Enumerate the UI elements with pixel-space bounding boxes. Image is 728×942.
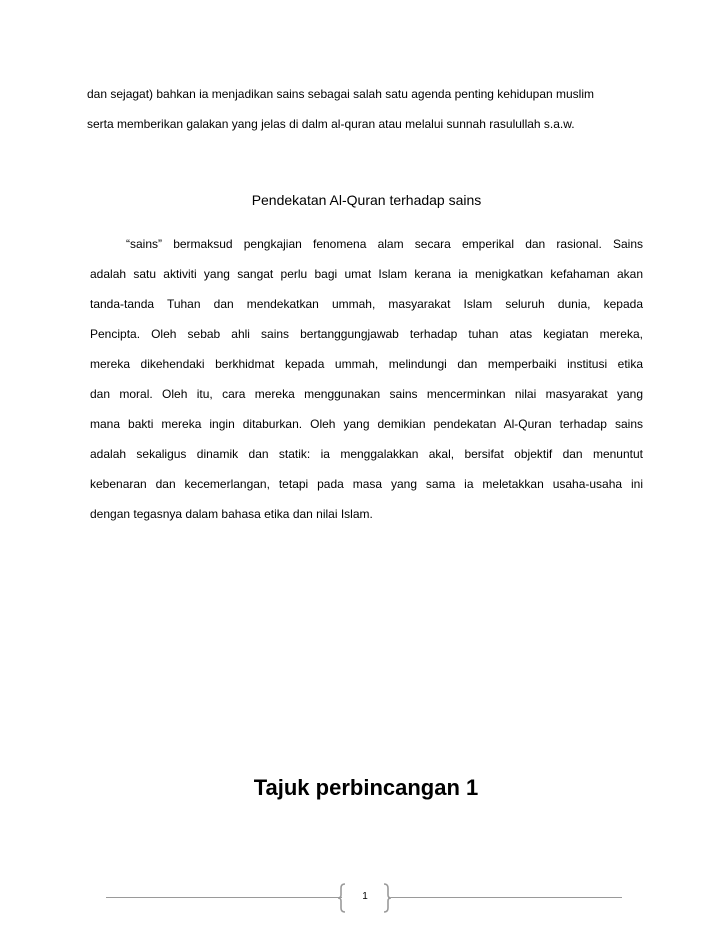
paragraph-line: “sains” bermaksud pengkajian fenomena alam secara emperikal dan rasional. Sains (126, 237, 643, 251)
paragraph-line: Pencipta. Oleh sebab ahli sains bertanggungjawab terhadap tuhan atas kegiatan mereka, (90, 327, 643, 341)
left-bracket-icon (337, 883, 347, 913)
paragraph-line: dan moral. Oleh itu, cara mereka menggunakan sains mencerminkan nilai masyarakat yang (90, 387, 643, 401)
paragraph-line: dengan tegasnya dalam bahasa etika dan nilai Islam. (90, 507, 373, 521)
paragraph-line: adalah sekaligus dinamik dan statik: ia menggalakkan akal, bersifat objektif dan menuntut (90, 447, 643, 461)
paragraph-line: mereka dikehendaki berkhidmat kepada ummah, melindungi dan memperbaiki institusi etika (90, 357, 643, 371)
page-number: 1 (362, 891, 368, 902)
intro-line: dan sejagat) bahkan ia menjadikan sains sebagai salah satu agenda penting kehidupan muslim (87, 87, 595, 101)
footer-rule-left (106, 897, 342, 898)
footer-rule-right (391, 897, 622, 898)
discussion-title: Tajuk perbincangan 1 (253, 775, 479, 800)
paragraph-line: tanda-tanda Tuhan dan mendekatkan ummah, masyarakat Islam seluruh dunia, kepada (90, 297, 643, 311)
paragraph-line: mana bakti mereka ingin ditaburkan. Oleh yang demikian pendekatan Al-Quran terhadap sains (90, 417, 643, 431)
section-heading: Pendekatan Al-Quran terhadap sains (251, 192, 482, 208)
paragraph-line: adalah satu aktiviti yang sangat perlu bagi umat Islam kerana ia menigkatkan kefahaman akan (90, 267, 643, 281)
intro-line: serta memberikan galakan yang jelas di dalm al-quran atau melalui sunnah rasulullah s.a.w. (87, 117, 575, 131)
body-paragraph (90, 236, 643, 536)
right-bracket-icon (382, 883, 392, 913)
paragraph-line: kebenaran dan kecemerlangan, tetapi pada masa yang sama ia meletakkan usaha-usaha ini (90, 477, 643, 491)
